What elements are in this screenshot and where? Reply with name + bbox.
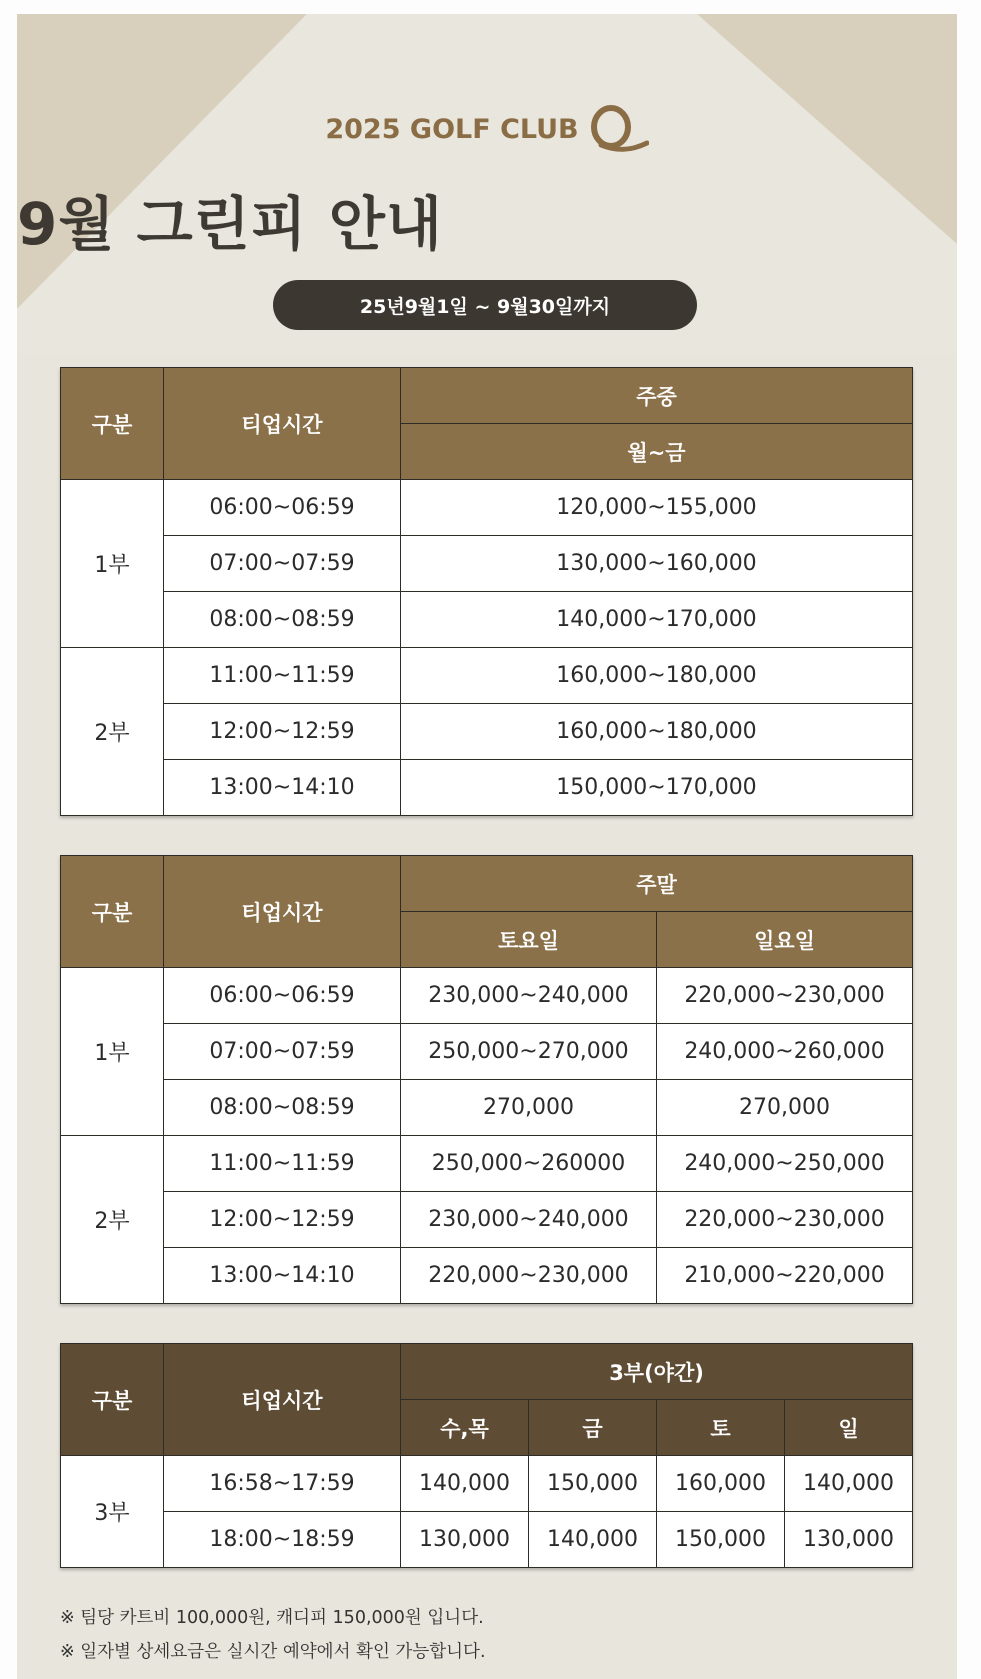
fee-cell: 220,000~230,000 <box>657 1192 913 1248</box>
table-row <box>61 1512 913 1568</box>
fee-cell: 130,000 <box>785 1512 913 1568</box>
club-logo-icon <box>587 105 649 153</box>
teetime-cell: 13:00~14:10 <box>164 760 401 816</box>
part-label: 2부 <box>61 1136 164 1304</box>
table-header-row <box>61 856 913 912</box>
table-row <box>61 1248 913 1304</box>
fee-cell: 240,000~250,000 <box>657 1136 913 1192</box>
fee-cell: 250,000~260000 <box>401 1136 657 1192</box>
teetime-cell: 08:00~08:59 <box>164 1080 401 1136</box>
table-row <box>61 1080 913 1136</box>
table-row <box>61 1024 913 1080</box>
fee-cell: 140,000 <box>401 1456 529 1512</box>
fee-cell: 250,000~270,000 <box>401 1024 657 1080</box>
weekday-group-header: 주중 <box>401 368 913 424</box>
notes <box>60 1601 920 1669</box>
period-badge: 25년9월1일 ~ 9월30일까지 <box>273 280 697 330</box>
fee-cell: 130,000~160,000 <box>401 536 913 592</box>
fee-cell: 210,000~220,000 <box>657 1248 913 1304</box>
fee-cell: 150,000 <box>529 1456 657 1512</box>
weekend-fee-table <box>60 855 913 1304</box>
fee-cell: 160,000~180,000 <box>401 704 913 760</box>
fee-cell: 130,000 <box>401 1512 529 1568</box>
part-label: 1부 <box>61 480 164 648</box>
teetime-cell: 11:00~11:59 <box>164 648 401 704</box>
sunday-header: 일요일 <box>657 912 913 968</box>
fee-cell: 160,000 <box>657 1456 785 1512</box>
note-cart-caddie: ※ 팀당 카트비 100,000원, 캐디피 150,000원 입니다. <box>60 1608 484 1628</box>
fee-cell: 140,000 <box>785 1456 913 1512</box>
table-row <box>61 760 913 816</box>
teetime-cell: 12:00~12:59 <box>164 1192 401 1248</box>
teetime-cell: 07:00~07:59 <box>164 1024 401 1080</box>
fee-cell: 230,000~240,000 <box>401 968 657 1024</box>
teetime-cell: 11:00~11:59 <box>164 1136 401 1192</box>
fee-cell: 220,000~230,000 <box>657 968 913 1024</box>
brand-name: 2025 GOLF CLUB <box>325 113 579 145</box>
table-row <box>61 592 913 648</box>
teetime-header: 티업시간 <box>164 1344 401 1456</box>
part-label: 2부 <box>61 648 164 816</box>
day-header: 수,목 <box>401 1400 529 1456</box>
teetime-cell: 07:00~07:59 <box>164 536 401 592</box>
table-row <box>61 1456 913 1512</box>
table-row <box>61 480 913 536</box>
fee-cell: 140,000 <box>529 1512 657 1568</box>
day-header: 토 <box>657 1400 785 1456</box>
table-row <box>61 1136 913 1192</box>
fee-cell: 240,000~260,000 <box>657 1024 913 1080</box>
brand <box>17 104 957 154</box>
teetime-cell: 06:00~06:59 <box>164 968 401 1024</box>
page-title: 9월 그린피 안내 <box>17 190 443 258</box>
teetime-header: 티업시간 <box>164 856 401 968</box>
teetime-cell: 16:58~17:59 <box>164 1456 401 1512</box>
fee-cell: 150,000 <box>657 1512 785 1568</box>
weekday-fee-table <box>60 367 913 816</box>
teetime-cell: 08:00~08:59 <box>164 592 401 648</box>
division-header: 구분 <box>61 856 164 968</box>
fee-cell: 160,000~180,000 <box>401 648 913 704</box>
part-label: 3부 <box>61 1456 164 1568</box>
night-fee-table <box>60 1343 913 1568</box>
teetime-header: 티업시간 <box>164 368 401 480</box>
table-header-row <box>61 1344 913 1400</box>
fee-cell: 230,000~240,000 <box>401 1192 657 1248</box>
table-row <box>61 648 913 704</box>
fee-cell: 270,000 <box>657 1080 913 1136</box>
division-header: 구분 <box>61 368 164 480</box>
teetime-cell: 06:00~06:59 <box>164 480 401 536</box>
table-row <box>61 968 913 1024</box>
teetime-cell: 13:00~14:10 <box>164 1248 401 1304</box>
day-header: 금 <box>529 1400 657 1456</box>
saturday-header: 토요일 <box>401 912 657 968</box>
night-group-header: 3부(야간) <box>401 1344 913 1400</box>
table-row <box>61 1192 913 1248</box>
table-header-row <box>61 368 913 424</box>
weekend-group-header: 주말 <box>401 856 913 912</box>
teetime-cell: 12:00~12:59 <box>164 704 401 760</box>
fee-cell: 120,000~155,000 <box>401 480 913 536</box>
note-detail-pricing: ※ 일자별 상세요금은 실시간 예약에서 확인 가능합니다. <box>60 1642 486 1662</box>
fee-cell: 270,000 <box>401 1080 657 1136</box>
division-header: 구분 <box>61 1344 164 1456</box>
part-label: 1부 <box>61 968 164 1136</box>
table-row <box>61 704 913 760</box>
table-row <box>61 536 913 592</box>
fee-card <box>17 14 957 1679</box>
fee-cell: 220,000~230,000 <box>401 1248 657 1304</box>
weekday-sub-header: 월~금 <box>401 424 913 480</box>
day-header: 일 <box>785 1400 913 1456</box>
fee-cell: 140,000~170,000 <box>401 592 913 648</box>
fee-cell: 150,000~170,000 <box>401 760 913 816</box>
teetime-cell: 18:00~18:59 <box>164 1512 401 1568</box>
